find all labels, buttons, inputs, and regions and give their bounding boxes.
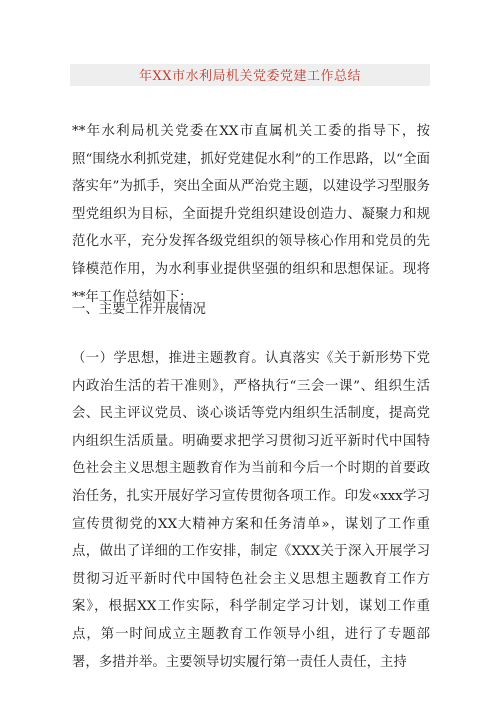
section-heading: 一、主要工作开展情况 [72, 302, 206, 317]
document-title: 年XX市水利局机关党委党建工作总结 [138, 69, 361, 84]
body-paragraph: （一）学思想，推进主题教育。认真落实《关于新形势下党内政治生活的若干准则》，严格执行“三会一课”、组织生活会、民主评议党员、谈心谈话等党内组织生活制度，提高党内组织生活质量。明确要求把学习贯彻习近平新时代中国特色社会主义思想主题教育作为当前和今后一个时期的首要政治任务，扎实开展好学习宣传贯彻各项工作。印发«xxx学习宣传贯彻党的XX大精神方案和任务清单»，谋划了工作重点，做出了详细的工作安排，制定《XXX关于深入开展学习贯彻习近平新时代中国特色社会主义思想主题教育工作方案》，根据XX工作实际，科学制定学习计划，谋划工作重点，第一时间成立主题教育工作领导小组，进行了专题部署，多措并举。主要领导切实履行第一责任人责任，主持 [72, 351, 430, 670]
intro-paragraph: **年水利局机关党委在XX市直属机关工委的指导下，按照“围绕水利抓党建，抓好党建促水利”的工作思路，以“全面落实年”为抓手，突出全面从严治党主题，以建设学习型服务型党组织为目标，全面提升党组织建设创造力、凝聚力和规范化水平，充分发挥各级党组织的领导核心作用和党员的先锋模范作用，为水利事业提供坚强的组织和思想保证。现将**年工作总结如下： [72, 124, 430, 305]
title-band [70, 64, 430, 86]
